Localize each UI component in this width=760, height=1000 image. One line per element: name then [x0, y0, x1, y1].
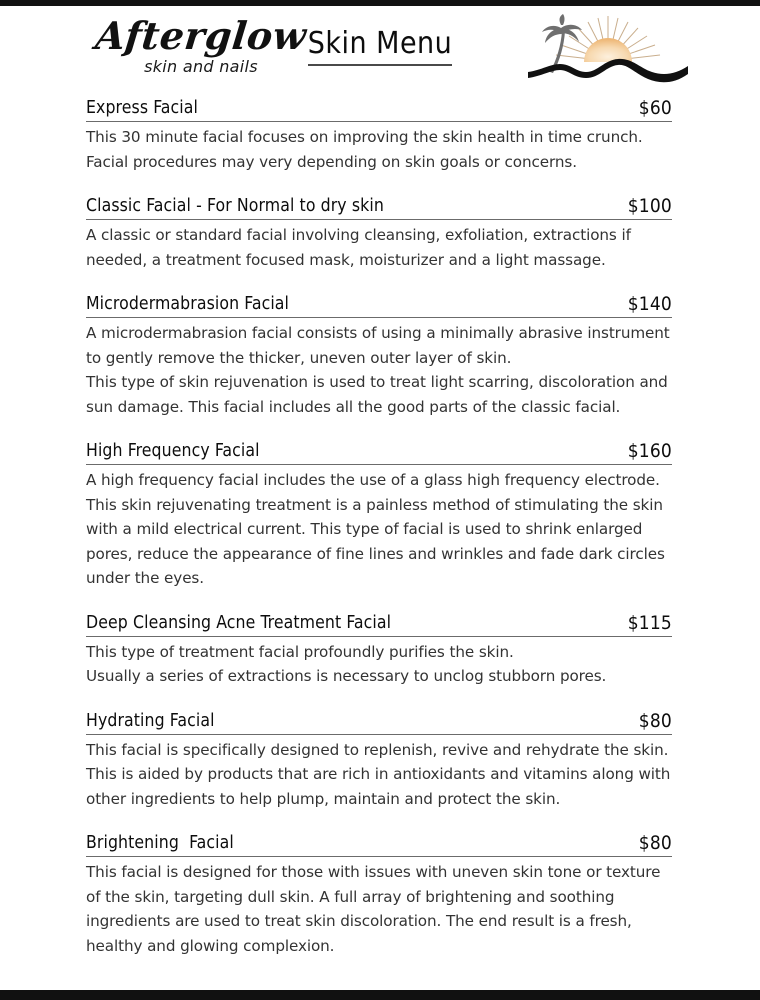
- service-description-paragraph: This facial is designed for those with issues with uneven skin tone or texture of the skin, targeting dull skin. A full array of brightening and soothing ingredients are used to treat skin discoloration. The end result is a fresh, healthy and glowing complexion.: [86, 863, 661, 955]
- menu-page: [0, 6, 760, 990]
- sunset-palm-logo-icon: [528, 14, 688, 94]
- service-description: [86, 738, 672, 812]
- service-list: [86, 98, 672, 980]
- service-name: High Frequency Facial: [86, 441, 260, 461]
- service-header: [86, 98, 672, 122]
- service-name: Deep Cleansing Acne Treatment Facial: [86, 612, 392, 633]
- service-description-paragraph: A high frequency facial includes the use of a glass high frequency electrode. This skin rejuvenating treatment is a painless method of stimulating the skin with a mild electrical current. This type of facial is used to shrink enlarged pores, reduce the appearance of fine lines and wrinkles and fade dark circles under the eyes.: [86, 471, 665, 587]
- service-name: Hydrating Facial: [86, 710, 215, 731]
- service-description: [86, 468, 672, 591]
- service-item: [86, 98, 672, 174]
- service-name: Express Facial: [86, 98, 198, 118]
- service-item: [86, 613, 672, 689]
- service-description-paragraph: Usually a series of extractions is necessary to unclog stubborn pores.: [86, 667, 607, 685]
- service-description: [86, 223, 672, 272]
- service-description-paragraph: This type of skin rejuvenation is used to treat light scarring, discoloration and sun damage. This facial includes all the good parts of the classic facial.: [86, 373, 668, 416]
- service-description-paragraph: This type of treatment facial profoundly purifies the skin.: [86, 642, 514, 661]
- service-description-paragraph: A classic or standard facial involving cleansing, exfoliation, extractions if needed, a treatment focused mask, moisturizer and a light massage.: [86, 226, 631, 269]
- service-price: $100: [627, 195, 672, 217]
- service-description-paragraph: This facial is specifically designed to replenish, revive and rehydrate the skin. This is aided by products that are rich in antioxidants and vitamins along with other ingredients to help plump, maintain and protect the skin.: [86, 740, 671, 808]
- service-description: [86, 125, 672, 174]
- service-item: [86, 441, 672, 591]
- service-name: Microdermabrasion Facial: [86, 294, 290, 314]
- service-item: [86, 711, 672, 812]
- page-title-text: Skin Menu: [308, 26, 453, 66]
- service-description: [86, 640, 672, 689]
- service-header: [86, 441, 672, 465]
- service-price: $80: [638, 832, 672, 854]
- service-item: [86, 833, 672, 958]
- service-header: [86, 833, 672, 857]
- brand-name: Afterglow: [93, 13, 309, 58]
- service-description: [86, 321, 672, 419]
- service-header: [86, 294, 672, 318]
- service-name: Brightening Facial: [86, 833, 234, 853]
- service-name: Classic Facial - For Normal to dry skin: [86, 196, 384, 216]
- service-price: $140: [627, 293, 672, 315]
- service-description-paragraph: A microdermabrasion facial consists of using a minimally abrasive instrument to gently remove the thicker, uneven outer layer of skin.: [86, 324, 670, 367]
- service-item: [86, 196, 672, 272]
- brand-tagline: skin and nails: [144, 57, 258, 76]
- service-header: [86, 613, 672, 637]
- page-bottom-scan-bar: [0, 990, 760, 1000]
- service-header: [86, 711, 672, 735]
- service-price: $115: [627, 611, 672, 634]
- service-header: [86, 196, 672, 220]
- service-description: [86, 860, 672, 958]
- page-header: [0, 6, 760, 98]
- service-price: $60: [638, 97, 672, 119]
- service-item: [86, 294, 672, 419]
- service-price: $160: [627, 440, 672, 462]
- service-price: $80: [638, 709, 672, 732]
- service-description-paragraph: This 30 minute facial focuses on improving the skin health in time crunch. Facial procedures may very depending on skin goals or concerns.: [86, 128, 643, 171]
